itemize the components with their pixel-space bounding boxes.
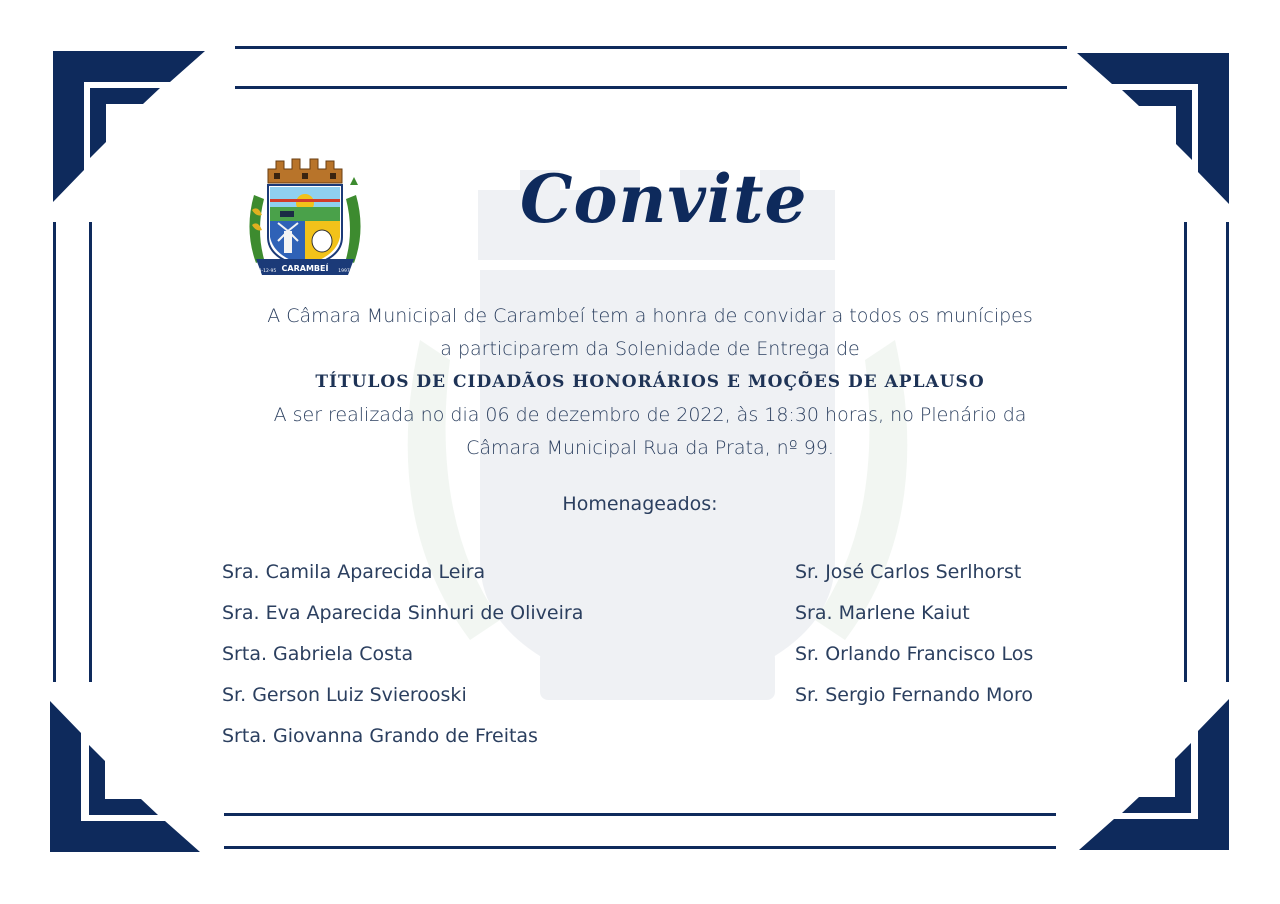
honoree-name: Sr. Orlando Francisco Los bbox=[795, 643, 1034, 665]
honoree-name: Sr. José Carlos Serlhorst bbox=[795, 561, 1022, 583]
honoree-name: Sr. Gerson Luiz Svierooski bbox=[222, 684, 467, 706]
honoree-name: Sra. Eva Aparecida Sinhuri de Oliveira bbox=[222, 602, 584, 624]
intro-line-2: a participarem da Solenidade de Entrega de bbox=[440, 338, 860, 360]
crest-date-right: 1997 bbox=[338, 269, 350, 274]
honorees-list-left bbox=[222, 558, 583, 763]
honorees-list-right bbox=[795, 558, 1033, 722]
intro-line-4: A ser realizada no dia 06 de dezembro de 2022, às 18:30 horas, no Plenário da bbox=[273, 404, 1027, 426]
invitation-title: Convite bbox=[520, 160, 808, 238]
honoree-name: Srta. Gabriela Costa bbox=[222, 643, 414, 665]
intro-line-1: A Câmara Municipal de Carambeí tem a honra de convidar a todos os munícipes bbox=[267, 305, 1033, 327]
coat-of-arms-logo bbox=[244, 155, 366, 283]
honorees-heading: Homenageados: bbox=[562, 493, 718, 515]
crest-label: CARAMBEÍ bbox=[281, 264, 329, 273]
intro-line-5: Câmara Municipal Rua da Prata, nº 99. bbox=[466, 437, 834, 459]
invitation-body bbox=[200, 300, 1100, 465]
honoree-name: Sra. Marlene Kaiut bbox=[795, 602, 970, 624]
honoree-name: Srta. Giovanna Grando de Freitas bbox=[222, 725, 538, 747]
honoree-name: Sra. Camila Aparecida Leira bbox=[222, 561, 486, 583]
intro-line-3-highlight: TÍTULOS DE CIDADÃOS HONORÁRIOS E MOÇÕES DE APLAUSO bbox=[315, 372, 985, 392]
crest-date-left: 13-12-95 bbox=[255, 269, 277, 274]
honoree-name: Sr. Sergio Fernando Moro bbox=[795, 684, 1033, 706]
